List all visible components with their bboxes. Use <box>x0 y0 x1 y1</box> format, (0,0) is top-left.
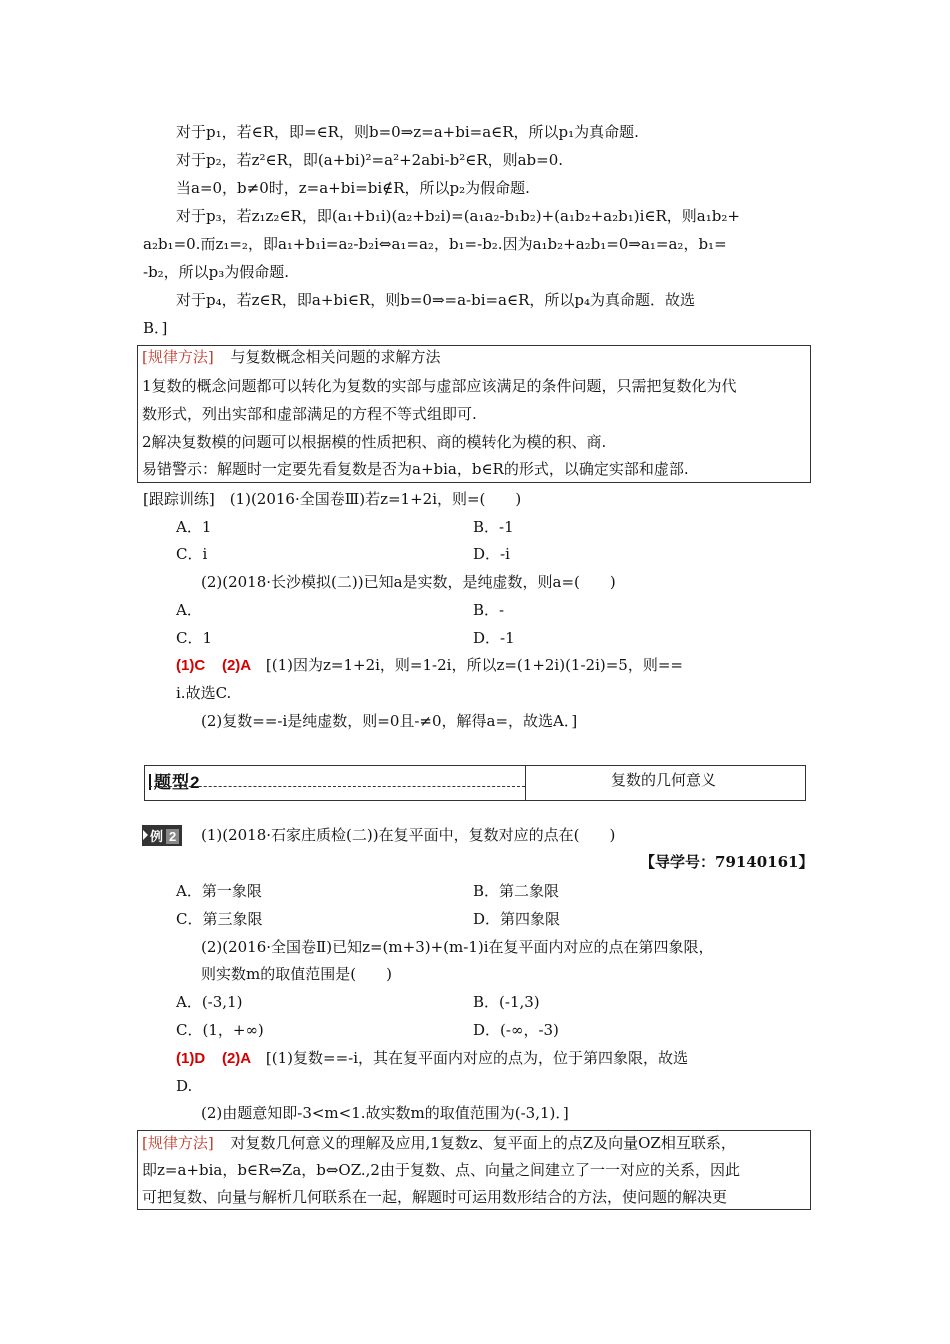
proof-p1-line: 对于p₁，若∈R，即=∈R，则b=0⇒z=a+bi=a∈R，所以p₁为真命题. <box>176 123 639 141</box>
example-answer-line3: (2)由题意知即-3<m<1.故实数m的取值范围为(-3,1)．] <box>201 1104 569 1122</box>
example-badge-number: 2 <box>166 829 179 844</box>
training-q2-option-d: D．-1 <box>473 629 515 647</box>
training-q1-option-a: A．1 <box>176 518 212 536</box>
method-box-geometry <box>137 1130 811 1210</box>
example-answer-text1: [(1)复数==-i，其在复平面内对应的点为，位于第四象限，故选 <box>265 1049 689 1067</box>
training-answer-line3: (2)复数==-i是纯虚数，则=0且-≠0，解得a=，故选A．] <box>201 712 578 730</box>
example-answer-label2: (2)A <box>221 1050 252 1067</box>
training-q2-option-a: A． <box>176 601 202 619</box>
example-q2-option-c: C．(1，+∞) <box>176 1021 264 1039</box>
section-dashed-rule <box>149 786 525 787</box>
method-box1-line1: 1复数的概念问题都可以转化为复数的实部与虚部应该满足的条件问题，只需把复数化为代 <box>142 377 737 395</box>
section-divider <box>525 766 526 800</box>
proof-p2b-line: 当a=0，b≠0时，z=a+bi=bi∉R，所以p₂为假命题. <box>176 179 530 197</box>
guide-number: 【导学号：79140161】 <box>640 853 814 871</box>
training-answer-label1: (1)C <box>176 657 206 674</box>
method-box1-line4: 易错警示：解题时一定要先看复数是否为a+bia，b∈R的形式，以确定实部和虚部. <box>142 460 689 478</box>
proof-p3-line3: -b₂，所以p₃为假命题. <box>143 263 290 281</box>
example-badge-label: 例 <box>150 829 164 844</box>
example-answer-label1: (1)D <box>176 1050 206 1067</box>
training-q1-option-c: C．i <box>176 545 208 563</box>
training-answer-line1 <box>176 655 683 676</box>
example-q2-option-b: B．(-1,3) <box>473 993 540 1011</box>
example-q1-option-a: A．第一象限 <box>176 882 262 900</box>
section-header <box>144 765 806 801</box>
example-q2-option-a: A．(-3,1) <box>176 993 243 1011</box>
example-answer-line1 <box>176 1048 688 1069</box>
example-q2-stem1: (2)(2016·全国卷Ⅱ)已知z=(m+3)+(m-1)i在复平面内对应的点在第四象限， <box>201 938 714 956</box>
training-answer-text1: [(1)因为z=1+2i，则=1-2i，所以z=(1+2i)(1-2i)=5，则== <box>265 656 683 674</box>
training-q1-option-d: D．-i <box>473 545 510 563</box>
example-q2-stem2: 则实数m的取值范围是( ) <box>201 965 392 983</box>
training-header: [跟踪训练] (1)(2016·全国卷Ⅲ)若z=1+2i，则=( ) <box>143 490 522 508</box>
training-q2-stem: (2)(2018·长沙模拟(二))已知a是实数，是纯虚数，则a=( ) <box>201 573 616 591</box>
example-q2-option-d: D．(-∞，-3) <box>473 1021 559 1039</box>
method-box2-line3: 可把复数、向量与解析几何联系在一起，解题时可运用数形结合的方法，使问题的解决更 <box>142 1188 728 1206</box>
example-q1-option-d: D．第四象限 <box>473 910 561 928</box>
method-box2-line1: 对复数几何意义的理解及应用,1复数z、复平面上的点Z及向量OZ相互联系， <box>230 1134 736 1152</box>
training-q2-option-c: C．1 <box>176 629 213 647</box>
proof-p4-line1: 对于p₄，若z∈R，即a+bi∈R，则b=0⇒=a-bi=a∈R，所以p₄为真命题．故选 <box>176 291 696 309</box>
method-box1-title: 与复数概念相关问题的求解方法 <box>230 348 441 366</box>
method-box2-line1-wrap <box>142 1133 736 1153</box>
method-box1-line2: 数形式，列出实部和虚部满足的方程不等式组即可. <box>142 405 477 423</box>
method-box-concept <box>137 345 811 483</box>
method-box1-line3: 2解决复数模的问题可以根据模的性质把积、商的模转化为模的积、商. <box>142 433 607 451</box>
method-tag: [规律方法] <box>142 348 214 366</box>
proof-p3-line2: a₂b₁=0.而z₁=₂，即a₁+b₁i=a₂-b₂i⇔a₁=a₂，b₁=-b₂.因为a₁b₂+a₂b₁=0⇒a₁=a₂，b₁= <box>143 235 727 253</box>
proof-p3-line1: 对于p₃，若z₁z₂∈R，即(a₁+b₁i)(a₂+b₂i)=(a₁a₂-b₁b₂)+(a₁b₂+a₂b₁)i∈R，则a₁b₂+ <box>176 207 740 225</box>
section-subtitle: 复数的几何意义 <box>611 771 717 789</box>
method-box2-line2: 即z=a+bia，b∈R⇔Za，b⇔OZ.,2由于复数、点、向量之间建立了一一对应的关系，因此 <box>142 1161 740 1179</box>
proof-p4-line2: B．] <box>143 319 168 337</box>
training-q2-option-b: B．- <box>473 601 505 619</box>
proof-p2-line: 对于p₂，若z²∈R，即(a+bi)²=a²+2abi-b²∈R，则ab=0. <box>176 151 564 169</box>
method-tag-2: [规律方法] <box>142 1134 214 1152</box>
section-title: 题型2 <box>149 768 200 793</box>
example-badge <box>142 825 182 846</box>
example-q1-stem: (1)(2018·石家庄质检(二))在复平面中，复数对应的点在( ) <box>201 826 616 844</box>
example-q1-option-b: B．第二象限 <box>473 882 560 900</box>
example-q1-option-c: C．第三象限 <box>176 910 263 928</box>
example-answer-line2: D. <box>176 1077 193 1095</box>
training-q1-option-b: B．-1 <box>473 518 514 536</box>
method-box1-header <box>142 347 441 367</box>
training-answer-line2: i.故选C. <box>176 684 232 702</box>
training-answer-label2: (2)A <box>221 657 252 674</box>
